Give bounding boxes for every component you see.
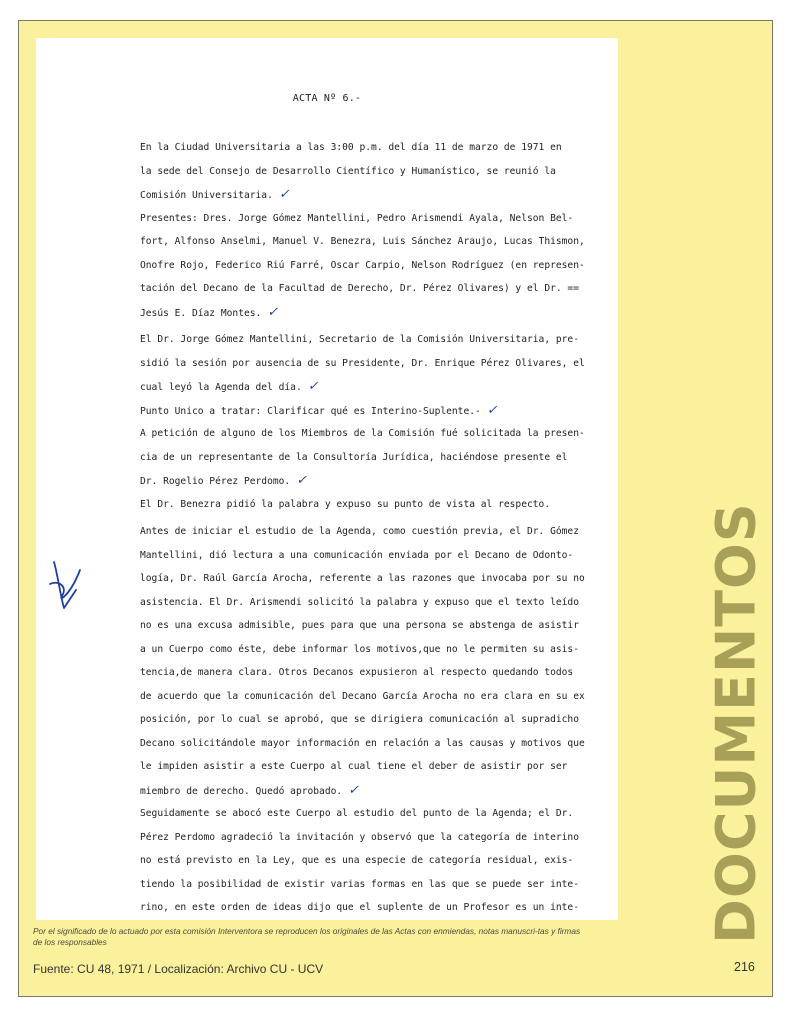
acta-line [140, 661, 580, 685]
acta-line-text: cia de un representante de la Consultoría Jurídica, haciéndose presente el [140, 451, 568, 463]
section-title-vertical [696, 501, 776, 944]
acta-line-text: no es una excusa admisible, pues para que una persona se abstenga de asistir [140, 620, 579, 631]
acta-line-text: Jesús E. Díaz Montes. [140, 307, 262, 319]
acta-line [140, 849, 580, 873]
acta-line [140, 591, 580, 615]
acta-line [140, 567, 585, 591]
acta-line [140, 493, 580, 517]
acta-line [140, 614, 580, 638]
page-number: 216 [734, 960, 755, 974]
acta-line-text: rino, en este orden de ideas dijo que el suplente de un Profesor es un inte- [140, 902, 579, 913]
typewritten-body [140, 136, 585, 920]
acta-line-text: tación del Decano de la Facultad de Derecho, Dr. Pérez Olivares) y el Dr. == [140, 283, 579, 294]
handwritten-initial-mark [40, 556, 100, 616]
acta-line-text: Seguidamente se abocó este Cuerpo al estudio del punto de la Agenda; el Dr. [140, 808, 574, 819]
acta-line-text: Dr. Rogelio Pérez Perdomo. [140, 476, 291, 487]
acta-line [140, 732, 585, 756]
handwritten-check-mark: ✓ [486, 402, 498, 418]
acta-line-text: Comisión Universitaria. [140, 190, 273, 201]
acta-line [140, 446, 580, 470]
handwritten-check-mark: ✓ [267, 304, 279, 320]
acta-line-text: tiendo la posibilidad de existir varias formas en las que se puede ser inte- [140, 878, 579, 890]
acta-line [140, 638, 580, 662]
acta-line-text: cual leyó la Agenda del día. [140, 382, 302, 393]
acta-line-text: A petición de alguno de los Miembros de la Comisión fué solicitada la presen- [140, 428, 585, 439]
acta-line-text: Punto Unico a tratar: Clarificar qué es Interino-Suplente.- [140, 405, 481, 417]
acta-line-text: El Dr. Jorge Gómez Mantellini, Secretario de la Comisión Universitaria, pre- [140, 334, 579, 345]
acta-line-text: En la Ciudad Universitaria a las 3:00 p.m. del día 11 de marzo de 1971 en [140, 142, 562, 153]
acta-title: ACTA Nº 6.- [292, 93, 362, 104]
figure-caption: Por el significado de lo actuado por esta comisión Interventora se reproducen los originales de las Actas con enmiendas, notas manuscri-tas y firmas de los responsables [33, 926, 581, 947]
handwritten-check-mark: ✓ [296, 473, 308, 488]
acta-line-text: tencia,de manera clara. Otros Decanos expusieron al respecto quedando todos [140, 667, 574, 678]
acta-line-text: Mantellini, dió lectura a una comunicación enviada por el Decano de Odonto- [140, 549, 574, 561]
acta-line [140, 352, 585, 376]
acta-line [140, 375, 580, 399]
acta-line-text: miembro de derecho. Quedó aprobado. [140, 785, 343, 797]
acta-line [140, 755, 580, 779]
handwritten-check-mark: ✓ [307, 379, 319, 394]
acta-line [140, 254, 585, 278]
acta-line [140, 685, 585, 709]
acta-line [140, 708, 580, 732]
acta-line [140, 544, 580, 568]
acta-line-text: El Dr. Benezra pidió la palabra y expuso su punto de vista al respecto. [140, 498, 551, 510]
acta-line [140, 802, 580, 826]
section-label: DOCUMENTOS [704, 501, 768, 944]
acta-line [140, 136, 580, 160]
acta-line [140, 301, 580, 325]
acta-line-text: posición, por lo cual se aprobó, que se dirigiera comunicación al supradicho [140, 714, 579, 725]
acta-line-text: no está previsto en la Ley, que es una especie de categoría residual, exis- [140, 855, 574, 866]
acta-line [140, 520, 580, 544]
document-scan [36, 38, 618, 920]
acta-line-text: Antes de iniciar el estudio de la Agenda, como cuestión previa, el Dr. Gómez [140, 526, 579, 537]
handwritten-check-mark: ✓ [348, 782, 360, 798]
acta-line-text: le impiden asistir a este Cuerpo al cual tiene el deber de asistir por ser [140, 761, 568, 772]
acta-line [140, 896, 580, 920]
acta-line-text: Onofre Rojo, Federico Riú Farré, Oscar Carpio, Nelson Rodríguez (en represen- [140, 259, 585, 271]
acta-line [140, 399, 580, 423]
acta-line [140, 422, 585, 446]
acta-line [140, 328, 580, 352]
acta-line-text: fort, Alfonso Anselmi, Manuel V. Benezra, Luis Sánchez Araujo, Lucas Thismon, [140, 236, 585, 247]
acta-line-text: Pérez Perdomo agradeció la invitación y observó que la categoría de interino [140, 831, 579, 843]
acta-line [140, 277, 580, 301]
acta-line-text: Presentes: Dres. Jorge Gómez Mantellini, Pedro Arismendi Ayala, Nelson Bel- [140, 212, 574, 224]
acta-line-text: la sede del Consejo de Desarrollo Científico y Humanístico, se reunió la [140, 165, 556, 177]
acta-line [140, 826, 580, 850]
acta-line-text: asistencia. El Dr. Arismendi solicitó la palabra y expuso que el texto leído [140, 596, 579, 608]
source-credit: Fuente: CU 48, 1971 / Localización: Archivo CU - UCV [33, 962, 324, 976]
acta-line [140, 160, 580, 184]
acta-line-text: a un Cuerpo como éste, debe informar los motivos,que no le permiten su asis- [140, 643, 579, 655]
acta-line-text: de acuerdo que la comunicación del Decano García Arocha no era clara en su ex [140, 690, 585, 702]
acta-line [140, 230, 585, 254]
handwritten-check-mark: ✓ [278, 187, 290, 202]
acta-line-text: Decano solicitándole mayor información en relación a las causas y motivos que [140, 737, 585, 749]
acta-line [140, 183, 580, 207]
acta-line [140, 207, 580, 231]
acta-line-text: sidió la sesión por ausencia de su Presidente, Dr. Enrique Pérez Olivares, el [140, 357, 585, 369]
acta-line [140, 873, 580, 897]
acta-line-text: logía, Dr. Raúl García Arocha, referente a las razones que invocaba por su no [140, 573, 585, 584]
acta-line [140, 779, 580, 803]
acta-line [140, 469, 580, 493]
